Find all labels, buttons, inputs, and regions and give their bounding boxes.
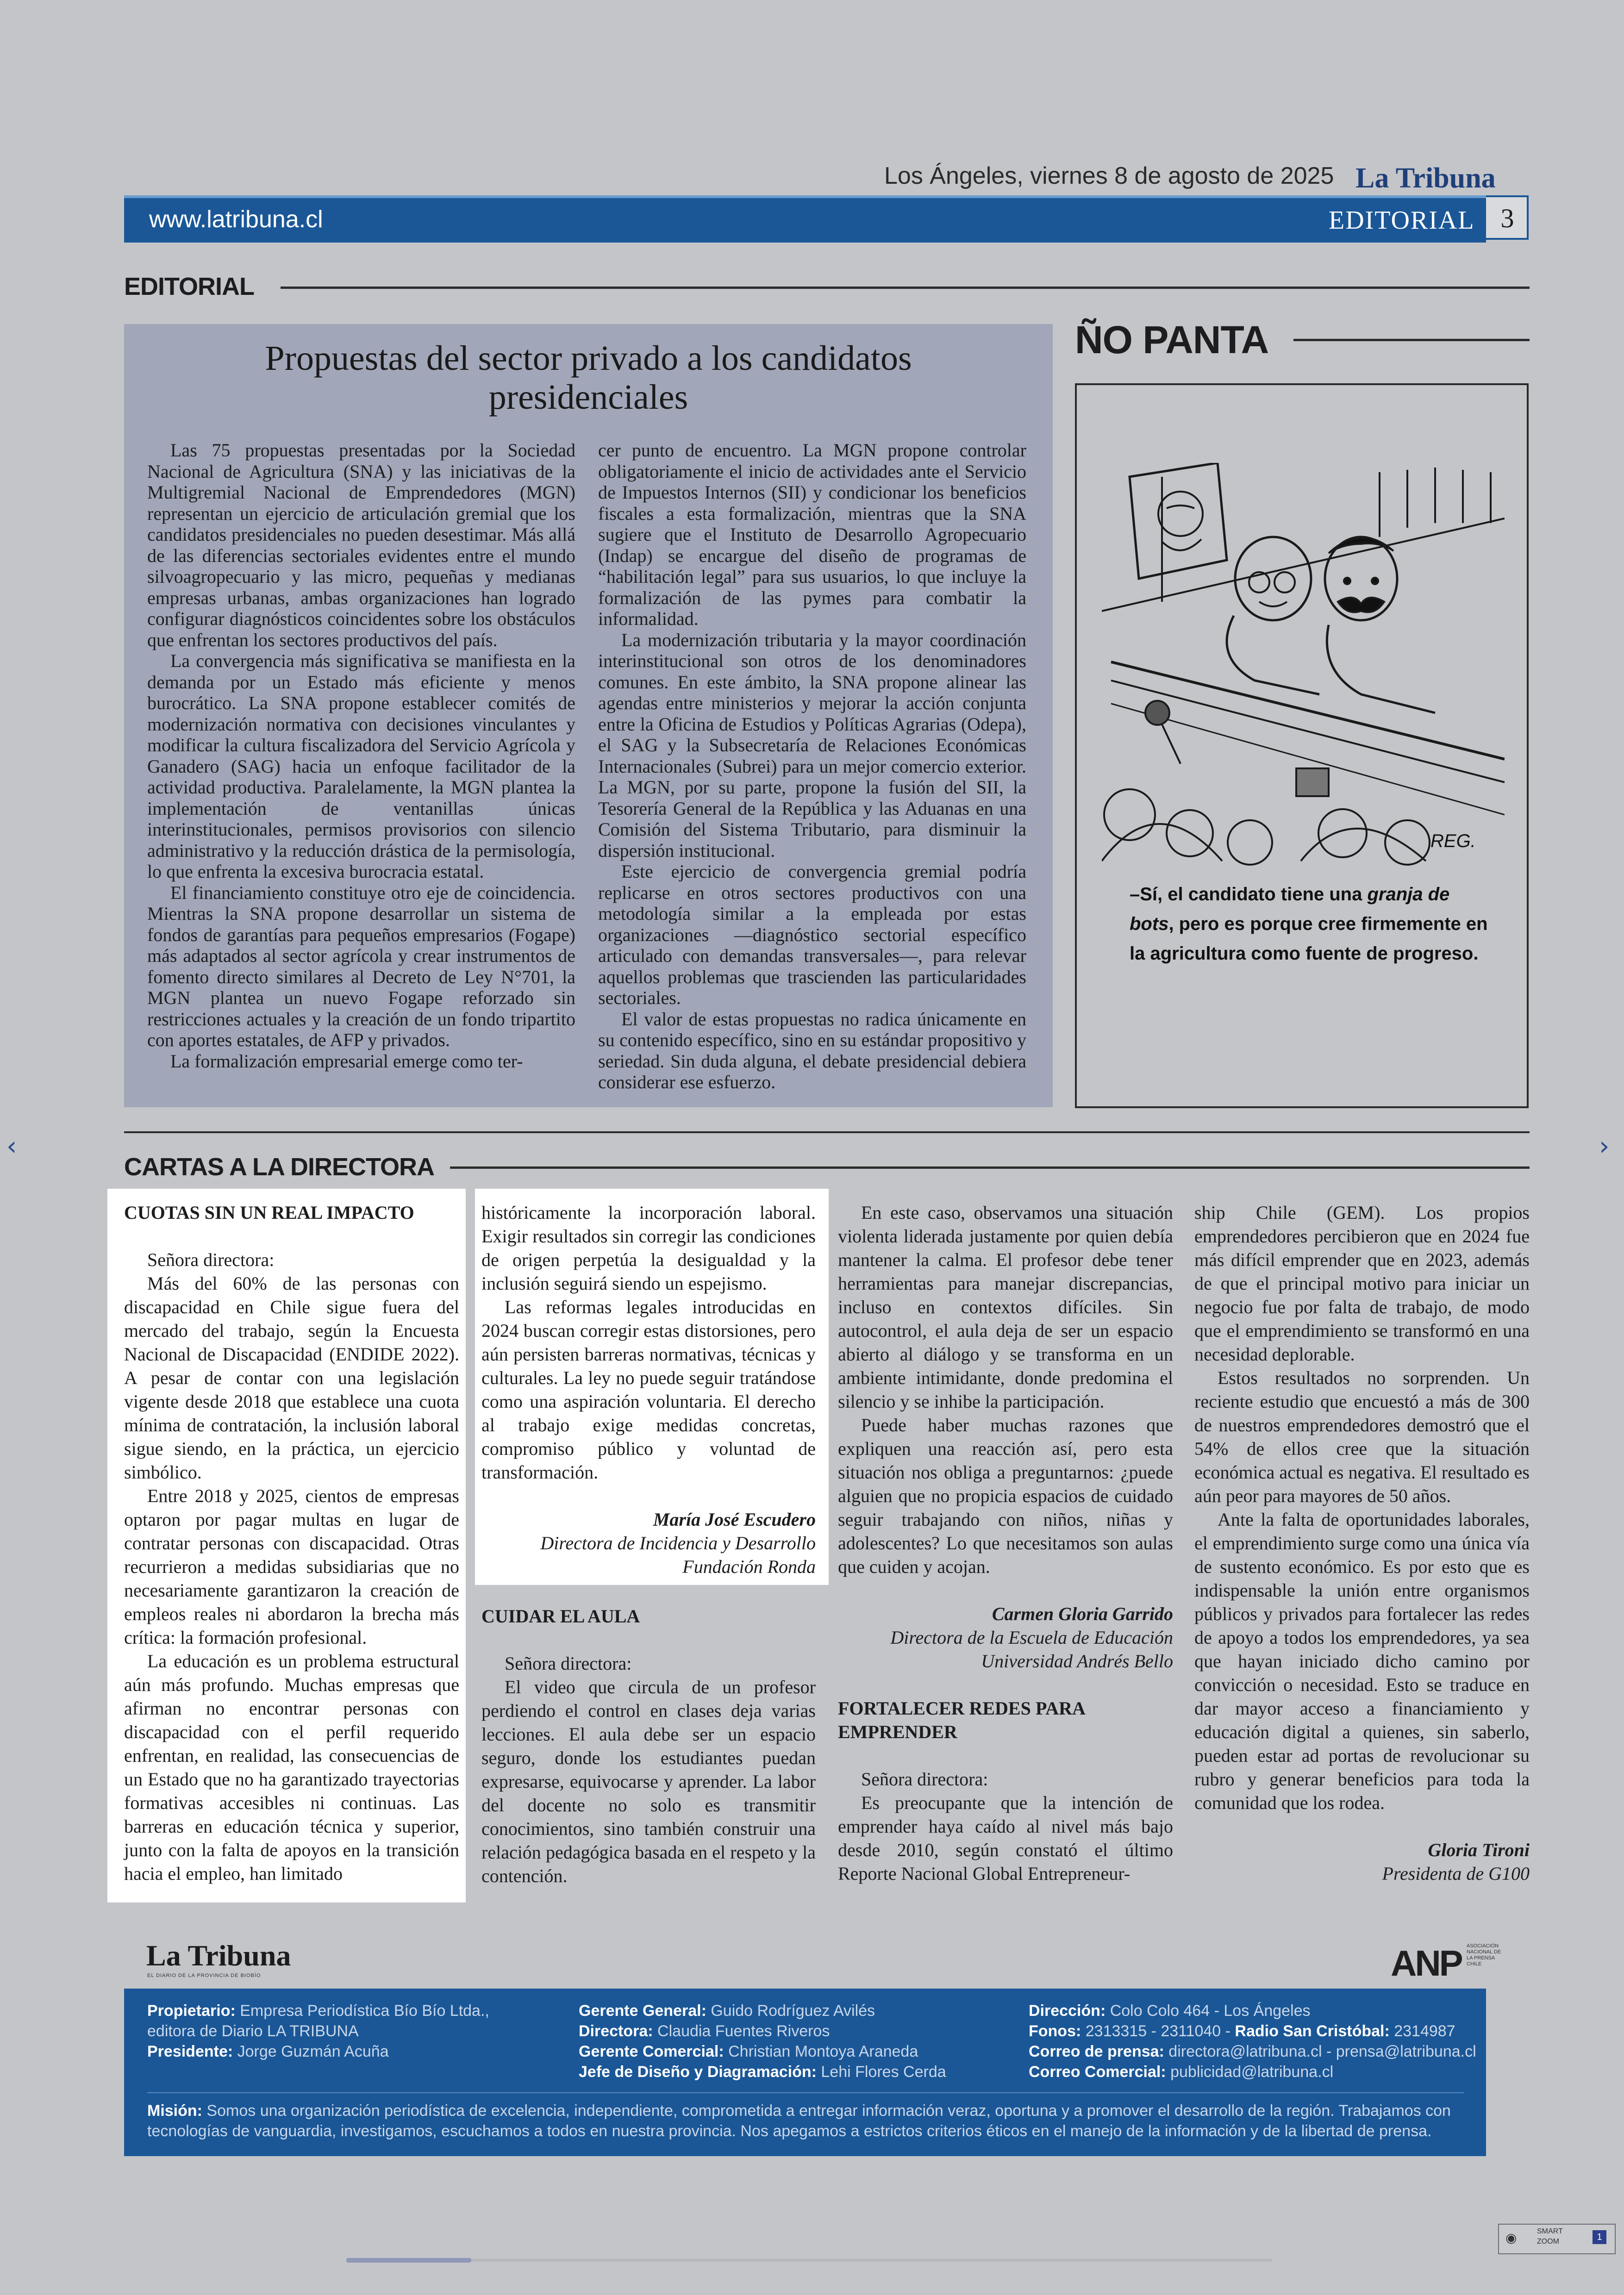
paragraph: ship Chile (GEM). Los propios emprendedores percibieron que en 2024 fue más difícil emprender que en 2023, además de que el principal motivo para iniciar un negocio fue por falta de trabajo, de modo que el emprendimiento se transformó en una necesidad deplorable. <box>1194 1202 1530 1365</box>
cartoon-microphone <box>1145 701 1169 725</box>
letter-signature <box>838 1602 1173 1673</box>
letter-author-org: Fundación Ronda <box>682 1556 816 1577</box>
footer-label: Gerente General: <box>579 2002 706 2020</box>
section-rule <box>281 287 1530 289</box>
site-url[interactable]: www.latribuna.cl <box>149 206 323 233</box>
footer-label: Presidente: <box>147 2043 233 2060</box>
paragraph: El video que circula de un profesor perdiendo el control en clases deja varias lecciones. El aula debe ser un espacio seguro, donde los estudiantes puedan expresarse, equivocarse y aprender. La labor del docente no solo es transmitir conocimientos, sino también construir una relación pedagógica basada en el respeto y la contención. <box>481 1677 816 1886</box>
letter-redes-continued <box>1194 1201 1530 1885</box>
footer-value: editora de Diario LA TRIBUNA <box>147 2022 359 2040</box>
letter-headline <box>838 1696 1173 1744</box>
paragraph: Más del 60% de las personas con discapacidad en Chile sigue fuera del mercado del trabajo, según la Encuesta Nacional de Discapacidad (ENDIDE 2022). A pesar de contar con una legislación vigente desde 2018 que establece una cuota mínima de contratación, la inclusión laboral sigue siendo, en la práctica, un ejercicio simbólico. <box>124 1273 459 1483</box>
letter-headline: CUOTAS SIN UN REAL IMPACTO <box>124 1202 414 1223</box>
footer-label: Directora: <box>579 2022 653 2040</box>
footer-value: Empresa Periodística Bío Bío Ltda., <box>235 2002 489 2020</box>
smart-zoom-label: SMART ZOOM <box>1537 2227 1563 2245</box>
letter-author-org: Universidad Andrés Bello <box>981 1651 1173 1671</box>
footer-value: 2314987 <box>1389 2022 1455 2040</box>
anp-logo: ANP <box>1391 1943 1462 1983</box>
letters-section-title: CARTAS A LA DIRECTORA <box>124 1153 434 1181</box>
footer-label: Propietario: <box>147 2002 236 2020</box>
paragraph: Las reformas legales introducidas en 2024 buscan corregir estas distorsiones, pero aún persisten barreras normativas, técnicas y culturales. La ley no puede seguir tratándose como una aspiración voluntaria. El derecho al trabajo exige medidas concretas, compromiso público y voluntad de transformación. <box>481 1297 816 1483</box>
smart-zoom-toggle[interactable]: 1 <box>1593 2230 1606 2244</box>
cartoon-illustration <box>1102 463 1505 866</box>
headline-line: FORTALECER REDES PARA <box>838 1698 1086 1719</box>
caption-text: , pero es porque cree firmemente en la agricultura como fuente de progreso. <box>1130 914 1488 964</box>
footer-value: Lehi Flores Cerda <box>816 2063 946 2081</box>
paragraph: La formalización empresarial emerge como ter- <box>170 1050 523 1072</box>
letter-salutation: Señora directora: <box>861 1769 988 1790</box>
footer-column-2 <box>579 2001 995 2082</box>
letter-cuotas <box>124 1201 459 1885</box>
editorial-column-1 <box>147 440 575 1072</box>
paragraph: La modernización tributaria y la mayor coordinación interinstitucional son otros de los denominadores comunes. En este ámbito, la SNA propone alinear las agendas entre ministerios y mejorar la acción conjunta entre la Oficina de Estudios y Políticas Agrarias (Odepa), el SAG y la Subsecretaría de Relaciones Económicas Internacionales (Subrei) para un mejor comercio exterior. La MGN, por su parte, propone la fusión del SII, la Tesorería General de la República y las Aduanas en una Comisión del Sistema Tributario, para disminuir la dispersión institucional. <box>598 629 1026 861</box>
footer-label: Radio San Cristóbal: <box>1235 2022 1390 2040</box>
letter-signature <box>481 1508 816 1578</box>
footer-logo-tagline: EL DIARIO DE LA PROVINCIA DE BIOBÍO <box>147 1973 261 1978</box>
letter-author-role: Presidenta de G100 <box>1382 1863 1530 1884</box>
footer-value: Christian Montoya Araneda <box>724 2043 918 2060</box>
editorial-section-title: EDITORIAL <box>124 273 255 300</box>
section-label: EDITORIAL <box>1329 206 1475 235</box>
paragraph: cer punto de encuentro. La MGN propone controlar obligatoriamente el inicio de actividades ante el Servicio de Impuestos Internos (SII) y condicionar los beneficios fiscales a esta formalización, mientras que la SNA sugiere que el Instituto de Desarrollo Agropecuario (Indap) se encargue del diseño de programas de “habilitación legal” para sus usuarios, lo que incluye la formalización de las pymes para combatir la informalidad. <box>598 440 1026 629</box>
footer-label: Fonos: <box>1029 2022 1081 2040</box>
letter-author: María José Escudero <box>653 1509 816 1530</box>
footer-value: Colo Colo 464 - Los Ángeles <box>1106 2002 1311 2020</box>
letter-author: Gloria Tironi <box>1428 1840 1530 1860</box>
letter-author: Carmen Gloria Garrido <box>992 1603 1173 1624</box>
editorial-column-2 <box>598 440 1026 1093</box>
caption-text: –Sí, el candidato tiene una <box>1130 884 1368 904</box>
letter-headline: CUIDAR EL AULA <box>481 1606 640 1627</box>
footer-label: Correo de prensa: <box>1029 2043 1164 2060</box>
footer-value: Guido Rodríguez Avilés <box>706 2002 875 2020</box>
footer-label: Correo Comercial: <box>1029 2063 1166 2081</box>
footer-divider <box>147 2092 1464 2093</box>
letter-author-role: Directora de Incidencia y Desarrollo <box>540 1533 816 1553</box>
chevron-right-icon[interactable]: › <box>1599 1131 1610 1161</box>
letter-salutation: Señora directora: <box>505 1653 632 1674</box>
mission-statement <box>147 2101 1464 2141</box>
chevron-left-icon[interactable]: ‹ <box>6 1131 17 1161</box>
footer-logo: La Tribuna <box>146 1939 291 1972</box>
editorial-title: Propuestas del sector privado a los candidatos presidenciales <box>265 339 912 417</box>
footer-column-3 <box>1029 2001 1482 2082</box>
paragraph: Ante la falta de oportunidades laborales, el emprendimiento surge como una única vía de sustento económico. Es por esto que es indispensable la unión entre organismos públicos y privados para fortalecer las redes de apoyo a todos los emprendedores, ya sea que hayan iniciado dicho camino por convicción o necesidad. Esto se traduce en dar mayor acceso a financiamiento y educación digital a quienes, sin saberlo, pueden estar ad portas de revolucionar su rubro y generar beneficios para toda la comunidad que los rodea. <box>1194 1509 1530 1813</box>
page-number: 3 <box>1500 203 1514 233</box>
anp-logo-caption: ASOCIACIÓN NACIONAL DE LA PRENSA CHILE <box>1467 1943 1501 1967</box>
section-rule <box>450 1166 1530 1169</box>
footer-value: Claudia Fuentes Riveros <box>653 2022 830 2040</box>
paragraph: Entre 2018 y 2025, cientos de empresas optaron por pagar multas en lugar de contratar personas con discapacidad. Otras recurrieron a medidas subsidiarias que no necesariamente garantizaron la creación de empleos reales ni abordaron la brecha más crítica: la formación profesional. <box>124 1485 459 1648</box>
paragraph: históricamente la incorporación laboral. Exigir resultados sin corregir las condiciones de origen perpetúa la desigualdad y la inclusión seguirá siendo un espejismo. <box>481 1202 816 1294</box>
paragraph: El valor de estas propuestas no radica únicamente en su contenido específico, sino en su estándar propositivo y seriedad. Sin duda alguna, el debate presidencial debiera considerar ese esfuerzo. <box>598 1008 1026 1092</box>
footer-column-1 <box>147 2001 555 2062</box>
footer-label: Jefe de Diseño y Diagramación: <box>579 2063 817 2081</box>
cartoon-man-1-body <box>1227 616 1319 694</box>
page-scrollbar-thumb[interactable] <box>346 2258 471 2263</box>
page-scrollbar-track[interactable] <box>346 2259 1272 2262</box>
footer-value: Jorge Guzmán Acuña <box>233 2043 389 2060</box>
dateline: Los Ángeles, viernes 8 de agosto de 2025 <box>884 162 1334 189</box>
paragraph: El financiamiento constituye otro eje de coincidencia. Mientras la SNA propone desarrollar un sistema de fondos de garantías para pequeños empresarios (Fogape) más adaptados al sector agrícola y crear instrumentos de fomento directo similares al Decreto de Ley N°701, la MGN plantea un nuevo Fogape reforzado sin restricciones actuales y la creación de un fondo tripartito con aportes estatales, de AFP y privados. <box>147 882 575 1050</box>
paragraph: En este caso, observamos una situación violenta liderada justamente por quien debía mantener la calma. El profesor debe tener herramientas para manejar discrepancias, incluso en contextos difíciles. Sin autocontrol, el aula deja de ser un espacio abierto al diálogo y se transforma en un ambiente intimidante, donde predomina el silencio y se inhibe la participación. <box>838 1202 1173 1412</box>
letter-author-role: Directora de la Escuela de Educación <box>890 1627 1173 1648</box>
footer-email[interactable]: publicidad@latribuna.cl <box>1166 2063 1334 2081</box>
paragraph: Puede haber muchas razones que expliquen una reacción así, pero esta situación nos obliga a preguntarnos: ¿puede alguien que no propicia espacios de cuidado seguir trabajando con niños, niñas y adolescentes? Lo que necesitamos son aulas que cuiden y acojan. <box>838 1415 1173 1577</box>
paragraph: Este ejercicio de convergencia gremial podría replicarse en otros sectores productivos con una metodología similar a la empleada por estas organizaciones —diagnóstico sectorial específico articulado con demandas transversales—, para relevar aquellos problemas que trascienden las particularidades sectoriales. <box>598 861 1026 1008</box>
paragraph: La convergencia más significativa se manifiesta en la demanda por un Estado más eficiente y menos burocrático. La SNA propone establecer comités de modernización normativa con decisiones vinculantes y modificar la cultura fiscalizadora del Servicio Agrícola y Ganadero (SAG) hacia un enfoque facilitador de la actividad productiva. Paralelamente, la MGN plantea la implementación de ventanillas únicas interinstitucionales, permisos provisorios con silencio administrativo y la reducción drástica de la permisología, lo que enfrenta la excesiva burocracia estatal. <box>147 650 575 882</box>
eye-icon: ◉ <box>1505 2230 1517 2245</box>
headline-line: EMPRENDER <box>838 1721 957 1742</box>
cartoon-man-2-body <box>1327 625 1435 713</box>
footer-label: Gerente Comercial: <box>579 2043 724 2060</box>
cartoon-caption <box>1130 879 1491 968</box>
cartoon-camera <box>1296 768 1329 796</box>
paragraph: Estos resultados no sorprenden. Un reciente estudio que encuestó a más de 300 de nuestros emprendedores demostró que el 54% de ellos cree que la situación económica actual es negativa. El resultado es aún peor para mayores de 50 años. <box>1194 1367 1530 1506</box>
footer-email[interactable]: directora@latribuna.cl - prensa@latribuna.cl <box>1164 2043 1476 2060</box>
letter-cuotas-continued <box>481 1201 816 1578</box>
letter-cuidar-aula-continued <box>838 1201 1173 1885</box>
paragraph: Es preocupante que la intención de emprender haya caído al nivel más bajo desde 2010, según constató el último Reporte Nacional Global Entrepreneur- <box>838 1792 1173 1884</box>
paragraph: La educación es un problema estructural aún más profundo. Muchas empresas que afirman no encontrar personas con discapacidad con el perfil requerido enfrentan, en realidad, las consecuencias de un Estado que no ha garantizado trayectorias formativas accesibles ni continuas. Las barreras en educación técnica y superior, junto con la falta de apoyos en la transición hacia el empleo, han limitado <box>124 1651 459 1884</box>
letter-cuidar-aula <box>481 1604 816 1888</box>
letter-salutation: Señora directora: <box>147 1249 275 1270</box>
mission-label: Misión: <box>147 2102 202 2120</box>
cartoon-section-title: ÑO PANTA <box>1075 318 1269 362</box>
paragraph: Las 75 propuestas presentadas por la Sociedad Nacional de Agricultura (SNA) y las iniciativas de la Multigremial Nacional de Emprendedores (MGN) representan un ejercicio de articulación gremial que los candidatos presidenciales no pueden desestimar. Más allá de las diferencias sectoriales evidentes entre el mundo silvoagropecuario y las micro, pequeñas y medianas empresas urbanas, ambas organizaciones han logrado configurar diagnósticos coincidentes sobre los obstáculos que enfrentan los sectores productivos del país. <box>147 440 575 650</box>
cartoon-portrait-frame <box>1130 463 1227 579</box>
header-bar <box>124 195 1486 243</box>
footer-label: Dirección: <box>1029 2002 1106 2020</box>
section-rule <box>124 1131 1530 1133</box>
cartoon-signature: REG. <box>1430 831 1476 851</box>
mission-text: Somos una organización periodística de excelencia, independiente, comprometida a entregar información veraz, oportuna y a promover el desarrollo de la región. Trabajamos con tecnologías de vanguardia, investigamos, escuchamos a todos en nuestra provincia. Nos apegamos a estrictos criterios éticos en el manejo de la información y de la libertad de prensa. <box>147 2102 1451 2140</box>
footer-value: 2313315 - 2311040 - <box>1081 2022 1235 2040</box>
section-rule <box>1293 339 1530 341</box>
letter-signature <box>1194 1838 1530 1885</box>
caption-emphasis: granja de bots <box>1130 884 1450 934</box>
masthead-logo: La Tribuna <box>1355 162 1496 194</box>
